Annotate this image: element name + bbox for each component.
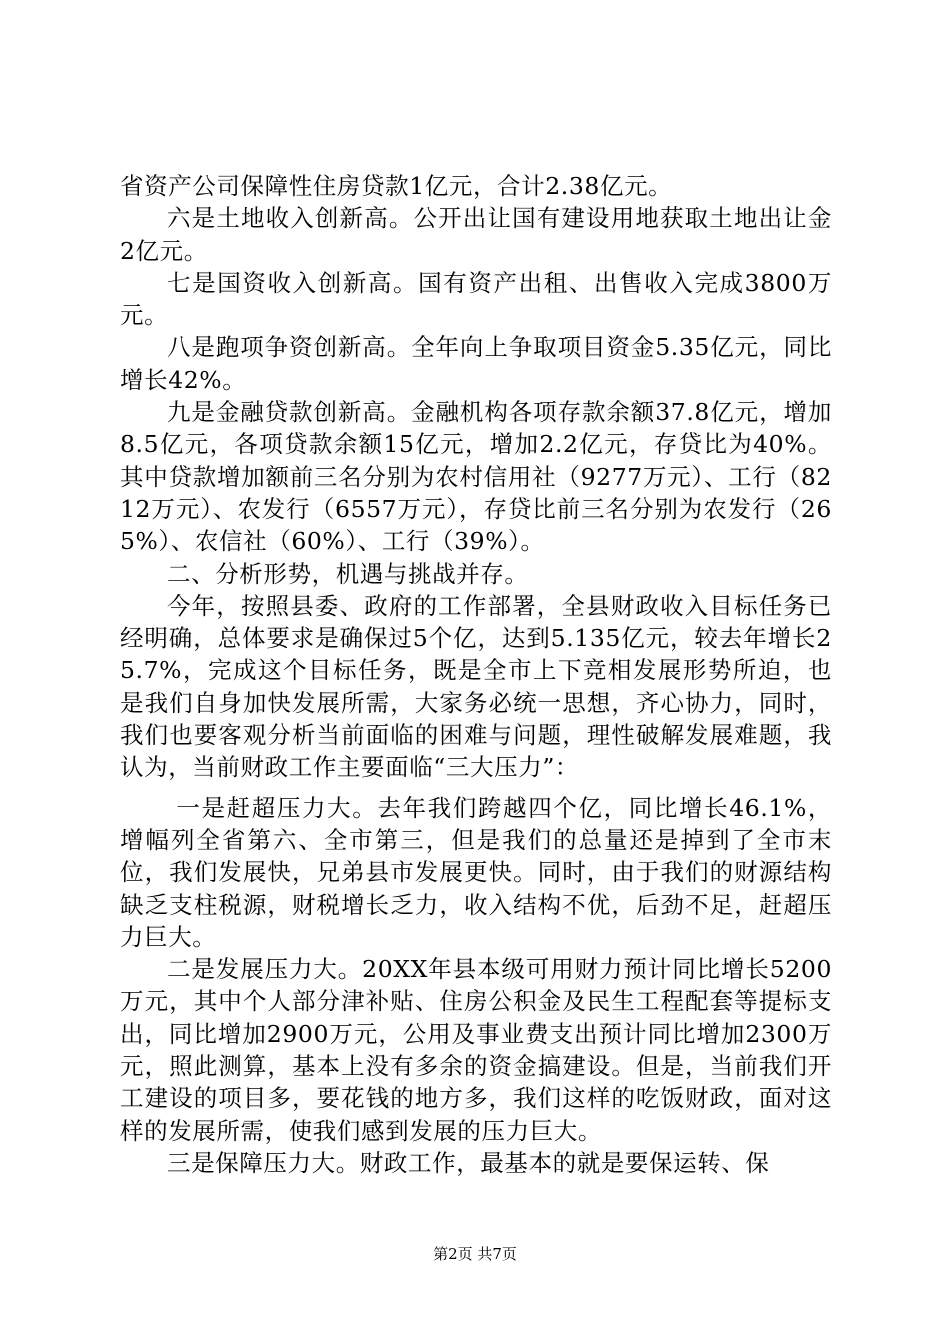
paragraph-project-funding: 八是跑项争资创新高。全年向上争取项目资金5.35亿元，同比增长42%。 <box>120 333 832 394</box>
document-body <box>120 170 832 1179</box>
paragraph-this-year-targets: 今年，按照县委、政府的工作部署，全县财政收入目标任务已经明确，总体要求是确保过5个亿，达到5.135亿元，较去年增长25.7%，完成这个目标任务，既是全市上下竞相发展形势所迫，也是我们自身加快发展所需，大家务必统一思想，齐心协力，同时，我们也要客观分析当前面临的困难与问题，理性破解发展难题，我认为，当前财政工作主要面临“三大压力”： <box>120 591 832 782</box>
paragraph-state-asset-income: 七是国资收入创新高。国有资产出租、出售收入完成3800万元。 <box>120 268 832 330</box>
paragraph-continuation: 省资产公司保障性住房贷款1亿元，合计2.38亿元。 <box>120 172 673 200</box>
section-heading-analysis: 二、分析形势，机遇与挑战并存。 <box>167 559 529 588</box>
paragraph-guarantee-pressure: 三是保障压力大。财政工作，最基本的就是要保运转、保 <box>167 1148 770 1177</box>
paragraph-financial-loans: 九是金融贷款创新高。金融机构各项存款余额37.8亿元，增加8.5亿元，各项贷款余额15亿元，增加2.2亿元，存贷比为40%。其中贷款增加额前三名分别为农村信用社（9277万元）、工行（8212万元）、农发行（6557万元），存贷比前三名分别为农发行（265%）、农信社（60%）、工行（39%）。 <box>120 398 832 556</box>
paragraph-land-income: 六是土地收入创新高。公开出让国有建设用地获取土地出让金2亿元。 <box>120 204 832 265</box>
page-number-footer: 第2页 共7页 <box>433 1245 517 1263</box>
paragraph-development-pressure: 二是发展压力大。20XX年县本级可用财力预计同比增长5200万元，其中个人部分津补贴、住房公积金及民生工程配套等提标支出，同比增加2900万元，公用及事业费支出预计同比增加2300万元，照此测算，基本上没有多余的资金搞建设。但是，当前我们开工建设的项目多，要花钱的地方多，我们这样的吃饭财政，面对这样的发展所需，使我们感到发展的压力巨大。 <box>120 955 832 1145</box>
paragraph-catch-up-pressure: 一是赶超压力大。去年我们跨越四个亿，同比增长46.1%，增幅列全省第六、全市第三，但是我们的总量还是掉到了全市末位，我们发展快，兄弟县市发展更快。同时，由于我们的财源结构缺乏支柱税源，财税增长乏力，收入结构不优，后劲不足，赶超压力巨大。 <box>120 793 832 951</box>
